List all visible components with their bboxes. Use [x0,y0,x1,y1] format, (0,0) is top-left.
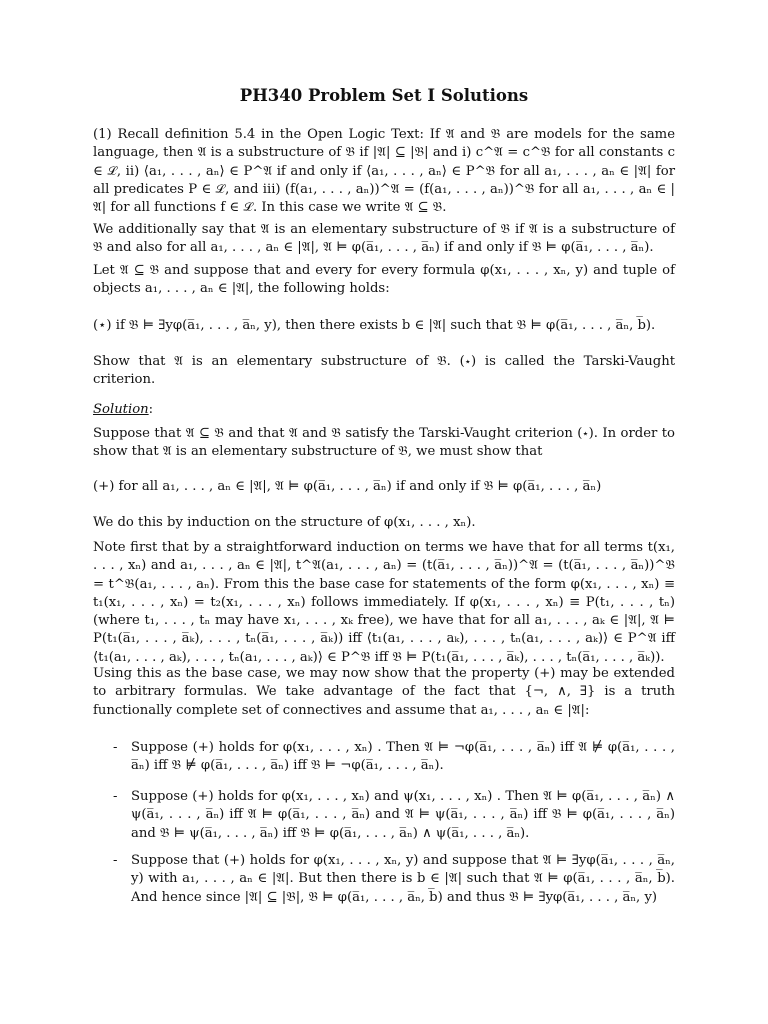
list-item-text: Suppose that (+) holds for φ(x₁, . . . , xₙ, y) and suppose that 𝔄 ⊨ ∃yφ(a̅₁, . . . , a̅ₙ, y) with a₁, . . . , aₙ ∈ |𝔄|. But then there is b ∈ |𝔄| such that 𝔄 ⊨ φ(a̅₁, . . . , a̅ₙ, b̅). And hence since |𝔄| ⊆ |𝔅|, 𝔅 ⊨ φ(a̅₁, . . . , a̅ₙ, b̅) and thus 𝔅 ⊨ ∃yφ(a̅₁, . . . , a̅ₙ, y) [131,853,675,905]
solution-heading [93,401,675,419]
page-title: PH340 Problem Set I Solutions [239,86,529,105]
list-bullet: - [113,853,118,868]
list-item-text: Suppose (+) holds for φ(x₁, . . . , xₙ) . Then 𝔄 ⊨ ¬φ(a̅₁, . . . , a̅ₙ) iff 𝔄 ⊭ φ(a̅₁, . . . , a̅ₙ) iff 𝔅 ⊭ φ(a̅₁, . . . , a̅ₙ) iff 𝔅 ⊨ ¬φ(a̅₁, . . . , a̅ₙ). [131,740,675,774]
hypothesis-paragraph: Let 𝔄 ⊆ 𝔅 and suppose that and every for every formula φ(x₁, . . . , xₙ, y) and tuple of objects a₁, . . . , aₙ ∈ |𝔄|, the following holds: [93,263,675,297]
list-item-conjunction [115,788,675,843]
solution-intro-paragraph: Suppose that 𝔄 ⊆ 𝔅 and that 𝔄 and 𝔅 satisfy the Tarski-Vaught criterion (⋆). In order to show that 𝔄 is an elementary substructure of 𝔅, we must show that [93,426,675,460]
problem-statement: Show that 𝔄 is an elementary substructure of 𝔅. (⋆) is called the Tarski-Vaught criterion. [93,354,675,388]
list-bullet: - [113,740,118,755]
elementary-substructure-paragraph: We additionally say that 𝔄 is an elementary substructure of 𝔅 if 𝔄 is a substructure of 𝔅 and also for all a₁, . . . , aₙ ∈ |𝔄|, 𝔄 ⊨ φ(a̅₁, . . . , a̅ₙ) if and only if 𝔅 ⊨ φ(a̅₁, . . . , a̅ₙ). [93,222,675,256]
inductive-step-paragraph: Using this as the base case, we may now show that the property (+) may be extended to arbitrary formulas. We take advantage of the fact that {¬, ∧, ∃} is a truth functionally complete set of connectives and assume that a₁, . . . , aₙ ∈ |𝔄|: [93,666,675,718]
list-bullet: - [113,789,118,804]
base-case-paragraph: Note first that by a straightforward induction on terms we have that for all terms t(x₁, . . . , xₙ) and a₁, . . . , aₙ ∈ |𝔄|, t^𝔄(a₁, . . . , aₙ) = (t(a̅₁, . . . , a̅ₙ))^𝔄 = (t(a̅₁, . . . , a̅ₙ))^𝔅 = t^𝔅(a₁, . . . , aₙ). From this the base case for statements of the form φ(x₁, . . . , xₙ) ≡ t₁(x₁, . . . , xₙ) = t₂(x₁, . . . , xₙ) follows immediately. If φ(x₁, . . . , xₙ) ≡ P(t₁, . . . , tₙ) (where t₁, . . . , tₙ may have x₁, . . . , xₖ free), we have that for all a₁, . . . , aₖ ∈ |𝔄|, 𝔄 ⊨ P(t₁(a̅₁, . . . , a̅ₖ), . . . , tₙ(a̅₁, . . . , a̅ₖ)) iff ⟨t₁(a₁, . . . , aₖ), . . . , tₙ(a₁, . . . , aₖ)⟩ ∈ P^𝔄 iff ⟨t₁(a₁, . . . , aₖ), . . . , tₙ(a₁, . . . , aₖ)⟩ ∈ P^𝔅 iff 𝔅 ⊨ P(t₁(a̅₁, . . . , a̅ₖ), . . . , tₙ(a̅₁, . . . , a̅ₖ)). [93,540,675,665]
solution-heading-colon: : [148,402,154,417]
list-item-negation [115,739,675,776]
induction-sentence: We do this by induction on the structure of φ(x₁, . . . , xₙ). [93,515,476,530]
solution-heading-label: Solution [93,402,149,417]
list-item-text: Suppose (+) holds for φ(x₁, . . . , xₙ) and ψ(x₁, . . . , xₙ) . Then 𝔄 ⊨ φ(a̅₁, . . . , a̅ₙ) ∧ ψ(a̅₁, . . . , a̅ₙ) iff 𝔄 ⊨ φ(a̅₁, . . . , a̅ₙ) and 𝔄 ⊨ ψ(a̅₁, . . . , a̅ₙ) iff 𝔅 ⊨ φ(a̅₁, . . . , a̅ₙ) and 𝔅 ⊨ ψ(a̅₁, . . . , a̅ₙ) iff 𝔅 ⊨ φ(a̅₁, . . . , a̅ₙ) ∧ ψ(a̅₁, . . . , a̅ₙ). [131,789,675,841]
property-plus: (+) for all a₁, . . . , aₙ ∈ |𝔄|, 𝔄 ⊨ φ(a̅₁, . . . , a̅ₙ) if and only if 𝔅 ⊨ φ(a̅₁, . . . , a̅ₙ) [93,479,602,494]
definition-paragraph: (1) Recall definition 5.4 in the Open Logic Text: If 𝔄 and 𝔅 are models for the same language, then 𝔄 is a substructure of 𝔅 if |𝔄| ⊆ |𝔅| and i) c^𝔄 = c^𝔅 for all constants c ∈ ℒ, ii) ⟨a₁, . . . , aₙ⟩ ∈ P^𝔄 if and only if ⟨a₁, . . . , aₙ⟩ ∈ P^𝔅 for all a₁, . . . , aₙ ∈ |𝔄| for all predicates P ∈ ℒ, and iii) (f(a₁, . . . , aₙ))^𝔄 = (f(a₁, . . . , aₙ))^𝔅 for all a₁, . . . , aₙ ∈ |𝔄| for all functions f ∈ ℒ. In this case we write 𝔄 ⊆ 𝔅. [93,127,675,216]
tarski-vaught-criterion: (⋆) if 𝔅 ⊨ ∃yφ(a̅₁, . . . , a̅ₙ, y), then there exists b ∈ |𝔄| such that 𝔅 ⊨ φ(a̅₁, . . . , a̅ₙ, b̅). [93,318,656,333]
list-item-existential [115,852,675,907]
